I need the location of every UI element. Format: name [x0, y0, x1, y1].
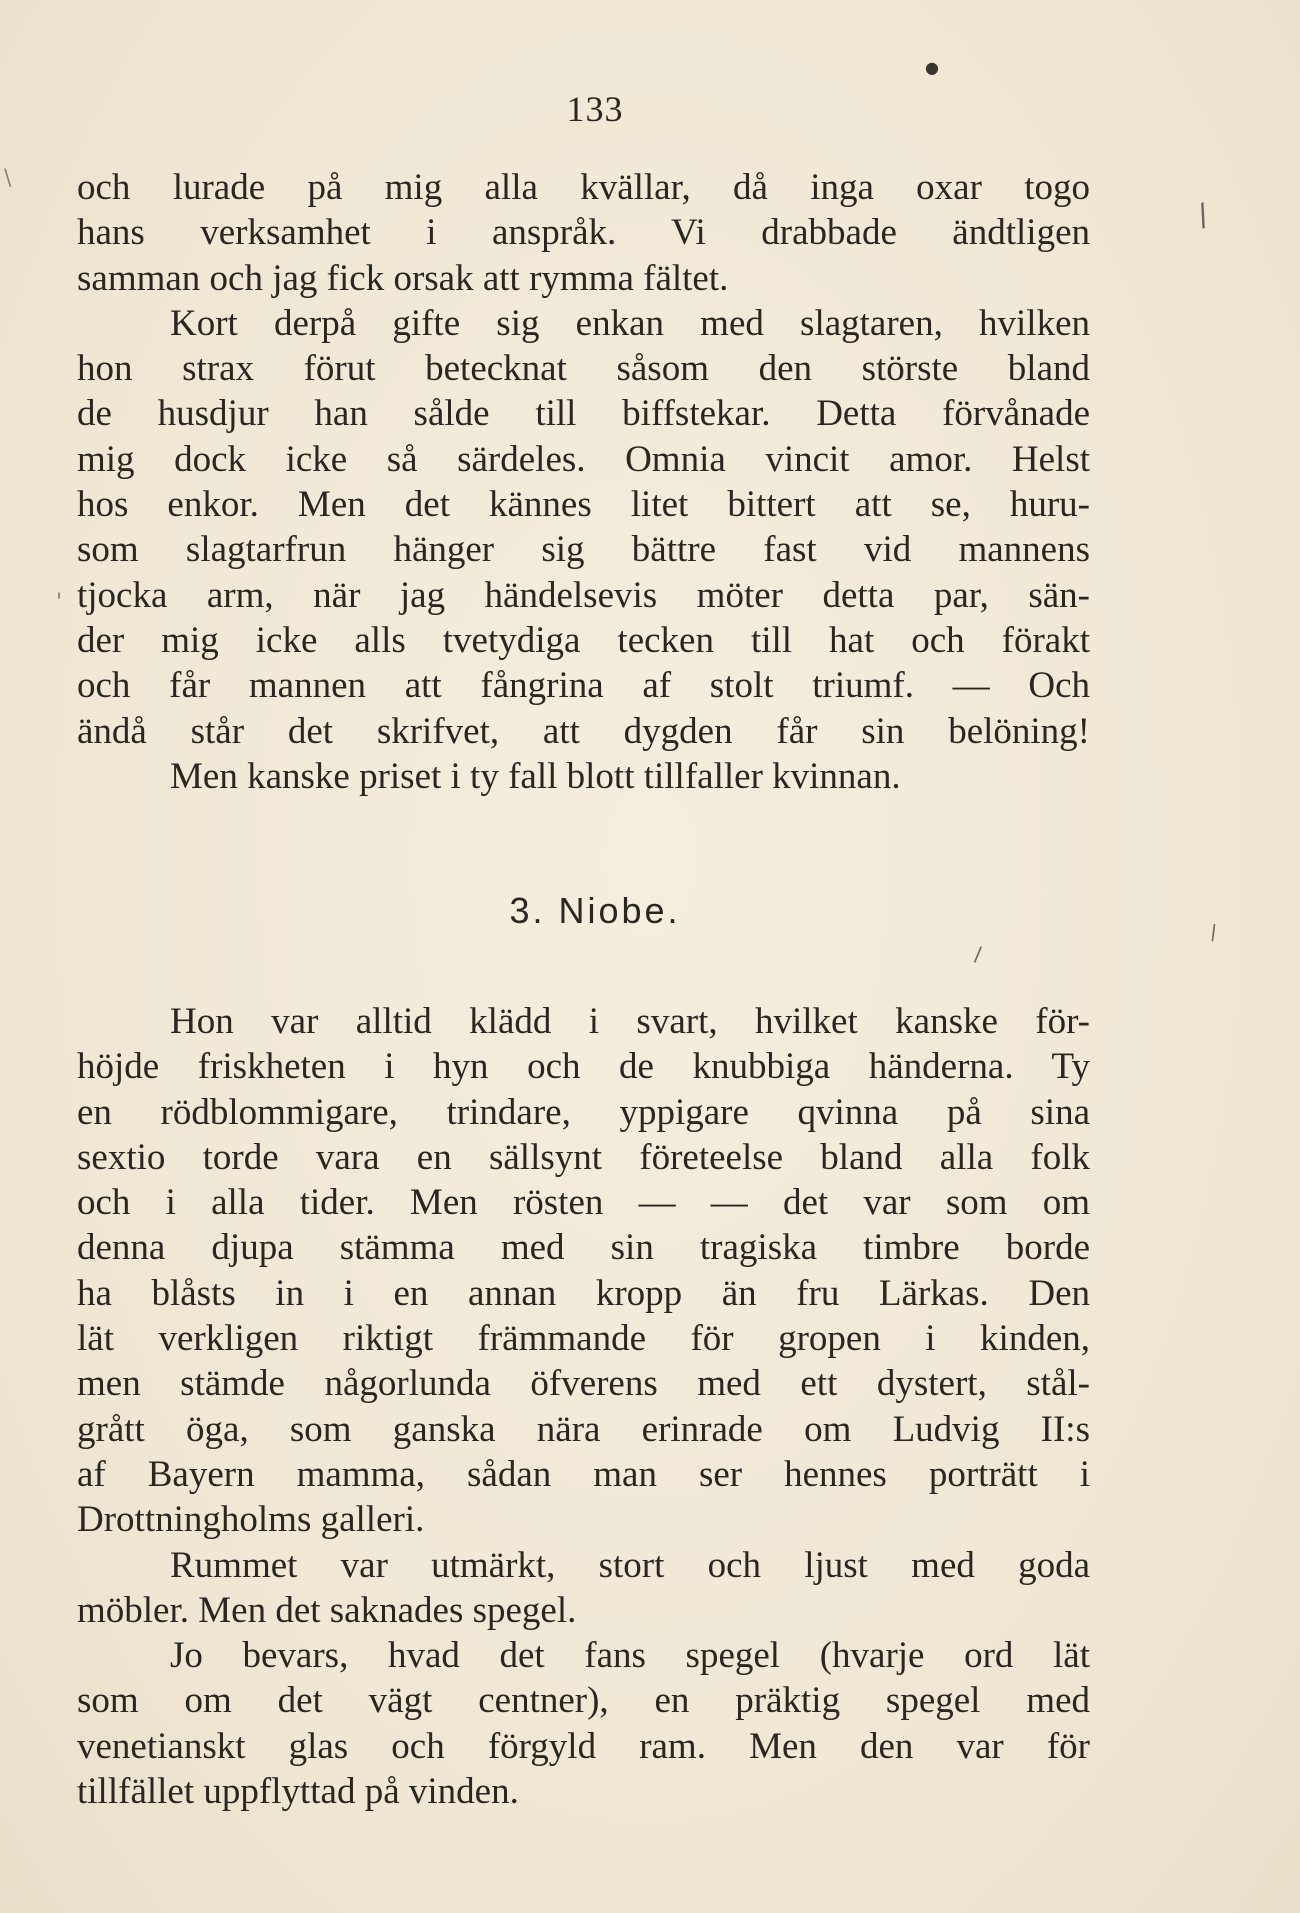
text-line: denna djupa stämma med sin tragiska timbre borde — [77, 1227, 1090, 1269]
text-line: som om det vägt centner), en präktig spegel med — [77, 1680, 1090, 1722]
text-line: och får mannen att fångrina af stolt triumf. — Och — [77, 665, 1090, 707]
text-line: Rummet var utmärkt, stort och ljust med goda — [170, 1544, 1090, 1586]
text-line: Kort derpå gifte sig enkan med slagtaren, hvilken — [170, 302, 1090, 344]
text-line: tillfället uppflyttad på vinden. — [77, 1771, 519, 1813]
text-line: tjocka arm, när jag händelsevis möter detta par, sän- — [77, 574, 1090, 616]
ink-tick-mark: \ — [4, 166, 12, 191]
text-line: lät verkligen riktigt främmande för gropen i kinden, — [77, 1318, 1090, 1360]
text-line: höjde friskheten i hyn och de knubbiga händerna. Ty — [77, 1046, 1090, 1088]
text-line: af Bayern mamma, sådan man ser hennes porträtt i — [77, 1453, 1090, 1495]
text-line: sextio torde vara en sällsynt företeelse bland alla folk — [77, 1136, 1090, 1178]
text-line: ändå står det skrifvet, att dygden får sin belöning! — [77, 710, 1090, 752]
pencil-slash-mark: / — [1192, 197, 1214, 234]
text-line: och lurade på mig alla kvällar, då inga oxar togo — [77, 167, 1090, 208]
text-line: der mig icke alls tvetydiga tecken till hat och förakt — [77, 619, 1090, 661]
text-line: ha blåsts in i en annan kropp än fru Lärkas. Den — [77, 1272, 1090, 1314]
text-line: venetianskt glas och förgyld ram. Men den var för — [77, 1725, 1090, 1767]
text-line: samman och jag fick orsak att rymma fältet. — [77, 257, 729, 299]
text-line: Jo bevars, hvad det fans spegel (hvarje ord lät — [170, 1635, 1090, 1677]
page-number: 133 — [566, 89, 624, 129]
text-line: hon strax förut betecknat såsom den störste bland — [77, 348, 1090, 390]
text-line: möbler. Men det saknades spegel. — [77, 1589, 577, 1631]
text-line: men stämde någorlunda öfverens med ett dystert, stål- — [77, 1363, 1090, 1405]
pencil-slash-mark: \ — [968, 942, 989, 966]
ink-dot-mark: ● — [925, 58, 939, 77]
ink-tick-mark: ' — [56, 590, 63, 615]
text-line: som slagtarfrun hänger sig bättre fast vid mannens — [77, 529, 1090, 571]
text-line: Drottningholms galleri. — [77, 1499, 425, 1541]
pencil-slash-mark: / — [1207, 919, 1219, 945]
text-line: de husdjur han sålde till biffstekar. Detta förvånade — [77, 393, 1090, 435]
section-body — [77, 999, 1090, 1814]
text-line: Men kanske priset i ty fall blott tillfaller kvinnan. — [170, 755, 901, 797]
text-line: Hon var alltid klädd i svart, hvilket kanske för- — [170, 1001, 1090, 1042]
text-line: grått öga, som ganska nära erinrade om Ludvig II:s — [77, 1408, 1090, 1450]
text-line: en rödblommigare, trindare, yppigare qvinna på sina — [77, 1091, 1090, 1133]
text-line: och i alla tider. Men rösten — — det var som om — [77, 1182, 1090, 1224]
paragraph-continued — [77, 165, 1090, 799]
text-line: hans verksamhet i anspråk. Vi drabbade ändtligen — [77, 212, 1090, 254]
text-line: mig dock icke så särdeles. Omnia vincit amor. Helst — [77, 438, 1090, 480]
text-line: hos enkor. Men det kännes litet bittert att se, huru- — [77, 484, 1090, 526]
section-heading: 3. Niobe. — [509, 890, 681, 931]
